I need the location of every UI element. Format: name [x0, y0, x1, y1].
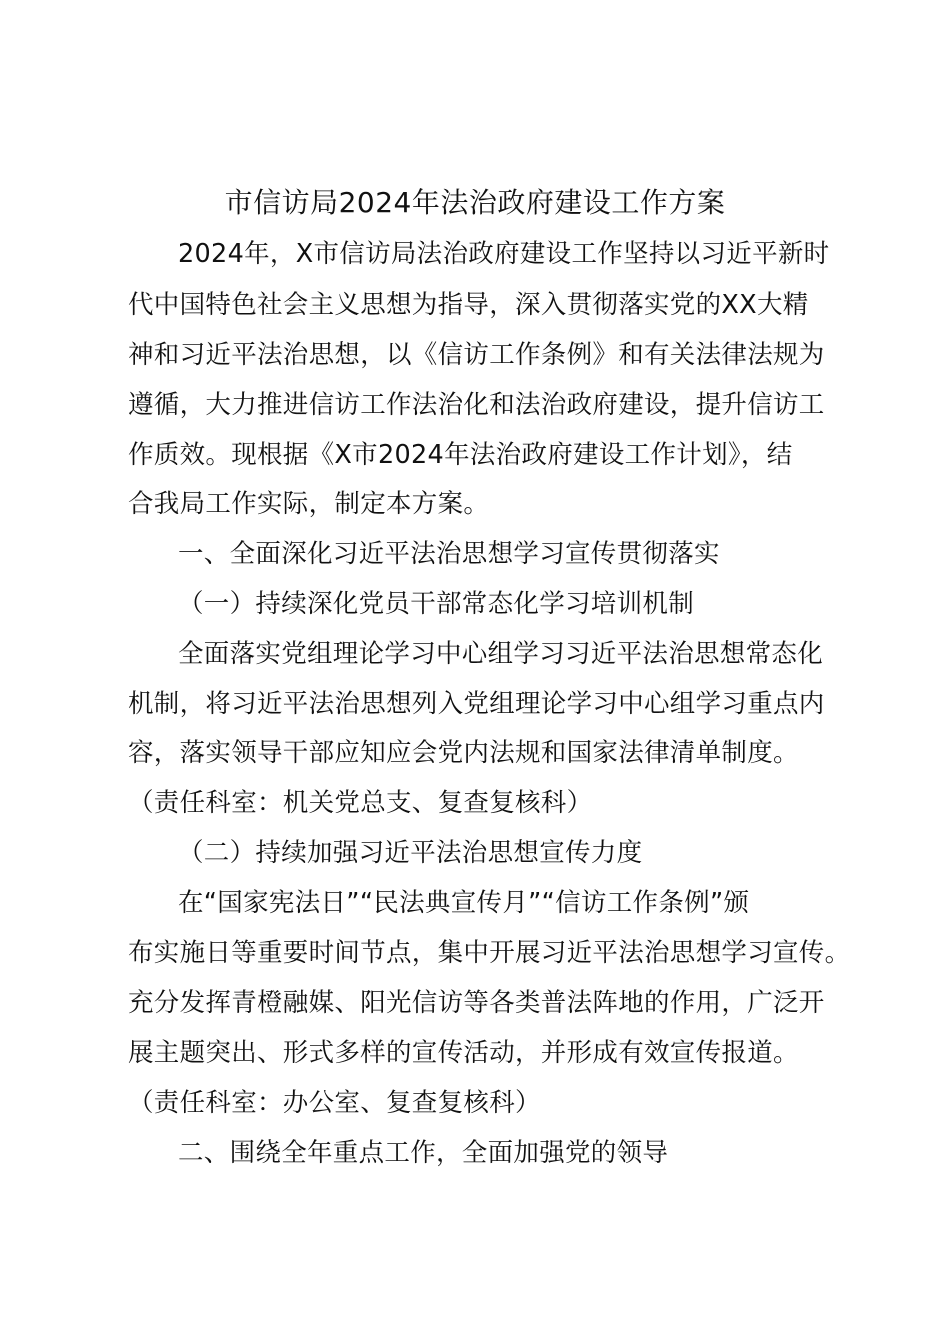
- paragraph-3-line-2: 布实施日等重要时间节点，集中开展习近平法治思想学习宣传。: [128, 938, 851, 968]
- document-title: 市信访局2024年法治政府建设工作方案: [224, 186, 726, 219]
- responsible-office-2: （责任科室：办公室、复查复核科）: [128, 1088, 541, 1118]
- paragraph-1-line-1: 2024年，X市信访局法治政府建设工作坚持以习近平新时: [178, 239, 830, 269]
- paragraph-1-line-3: 神和习近平法治思想，以《信访工作条例》和有关法律法规为: [128, 340, 825, 370]
- paragraph-3-line-1: 在“国家宪法日”“民法典宣传月”“信访工作条例”颁: [178, 888, 750, 918]
- paragraph-3-line-4: 展主题突出、形式多样的宣传活动，并形成有效宣传报道。: [128, 1038, 799, 1068]
- subsection-heading-1: （一）持续深化党员干部常态化学习培训机制: [178, 589, 695, 619]
- paragraph-1-line-2: 代中国特色社会主义思想为指导，深入贯彻落实党的XX大精: [128, 290, 809, 320]
- paragraph-1-line-6: 合我局工作实际，制定本方案。: [128, 489, 490, 519]
- paragraph-1-line-5: 作质效。现根据《X市2024年法治政府建设工作计划》，结: [128, 440, 793, 470]
- paragraph-2-line-2: 机制，将习近平法治思想列入党组理论学习中心组学习重点内: [128, 689, 825, 719]
- responsible-office-1: （责任科室：机关党总支、复查复核科）: [128, 788, 593, 818]
- section-heading-2: 二、围绕全年重点工作，全面加强党的领导: [178, 1138, 669, 1168]
- paragraph-2-line-1: 全面落实党组理论学习中心组学习习近平法治思想常态化: [178, 639, 824, 669]
- paragraph-2-line-3: 容，落实领导干部应知应会党内法规和国家法律清单制度。: [128, 738, 799, 768]
- subsection-heading-2: （二）持续加强习近平法治思想宣传力度: [178, 838, 643, 868]
- paragraph-1-line-4: 遵循，大力推进信访工作法治化和法治政府建设，提升信访工: [128, 390, 825, 420]
- paragraph-3-line-3: 充分发挥青橙融媒、阳光信访等各类普法阵地的作用，广泛开: [128, 988, 825, 1018]
- section-heading-1: 一、全面深化习近平法治思想学习宣传贯彻落实: [178, 539, 720, 569]
